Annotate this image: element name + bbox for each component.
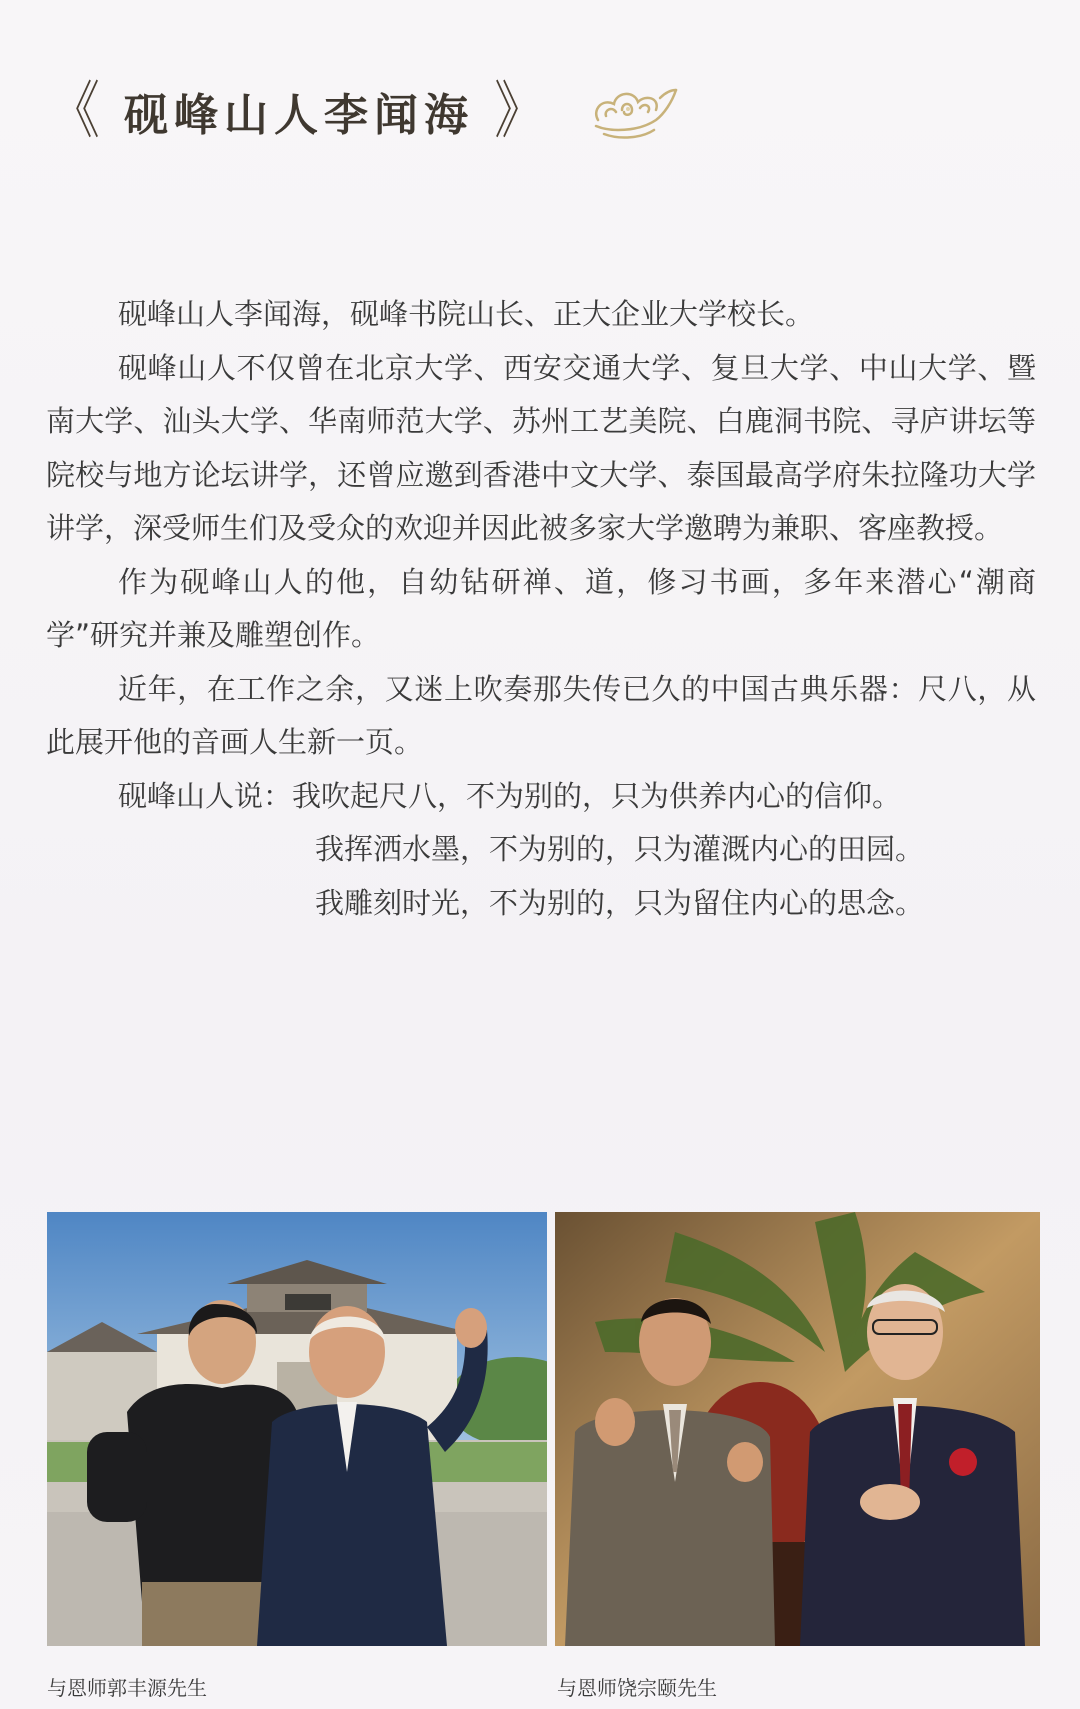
title-right-bracket: 》 [494,74,544,147]
photo-caption-right: 与恩师饶宗颐先生 [557,1676,717,1700]
article-body [46,288,1036,930]
paragraph-study: 作为砚峰山人的他，自幼钻研禅、道，修习书画，多年来潜心“潮商学”研究并兼及雕塑创作。 [46,564,1036,652]
title-text: 砚峰山人李闻海 [124,90,475,141]
paragraph-lectures: 砚峰山人不仅曾在北京大学、西安交通大学、复旦大学、中山大学、暨南大学、汕头大学、华南师范大学、苏州工艺美院、白鹿洞书院、寻庐讲坛等院校与地方论坛讲学，还曾应邀到香港中文大学、泰国最高学府朱拉隆功大学讲学，深受师生们及受众的欢迎并因此被多家大学邀聘为兼职、客座教授。 [46,350,1036,545]
paragraph-shakuhachi: 近年，在工作之余，又迷上吹奏那失传已久的中国古典乐器：尺八，从此展开他的音画人生新一页。 [46,671,1036,759]
article-title [44,76,550,146]
title-left-bracket: 《 [50,74,100,147]
quote-line: 我吹起尺八，不为别的，只为供养内心的信仰。 [292,778,902,813]
quote-line: 我挥洒水墨，不为别的，只为灌溉内心的田园。 [315,832,925,866]
paragraph-intro: 砚峰山人李闻海，砚峰书院山长、正大企业大学校长。 [118,297,815,331]
auspicious-cloud-icon [590,80,678,146]
photo-with-jao-tsung-i [555,1212,1040,1646]
quote-line: 我雕刻时光，不为别的，只为留住内心的思念。 [315,885,925,920]
quote-block [46,770,1036,931]
quote-lead: 砚峰山人说： [118,778,293,813]
photo-caption-left: 与恩师郭丰源先生 [47,1676,207,1700]
photo-with-guo-fengyuan [47,1212,547,1646]
